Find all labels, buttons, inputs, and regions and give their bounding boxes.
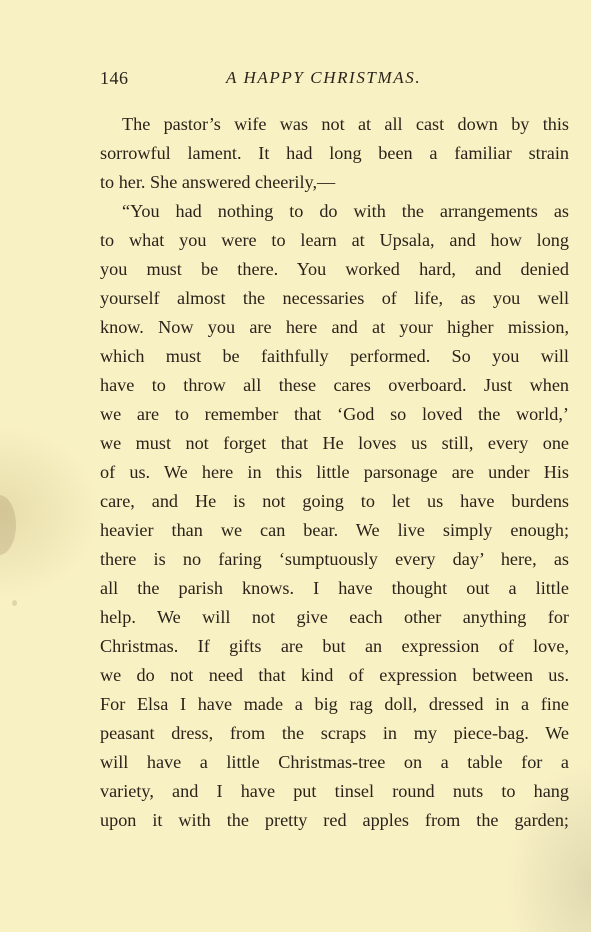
text-line: The pastor’s wife was not at all cast down by this <box>122 114 569 134</box>
text-line: have to throw all these cares overboard. Just when <box>100 375 569 395</box>
text-line: to her. She answered cheerily,— <box>100 172 336 192</box>
text-line: For Elsa I have made a big rag doll, dressed in a fine <box>100 694 569 714</box>
text-line: peasant dress, from the scraps in my piece-bag. We <box>100 723 569 743</box>
text-line: care, and He is not going to let us have burdens <box>100 491 569 511</box>
text-line: heavier than we can bear. We live simply enough; <box>100 520 569 540</box>
text-line: there is no faring ‘sumptuously every day’ here, as <box>100 549 569 569</box>
text-line: all the parish knows. I have thought out a little <box>100 578 569 598</box>
text-line: help. We will not give each other anything for <box>100 607 569 627</box>
paper-stain <box>0 495 16 555</box>
page-header <box>100 68 470 94</box>
text-line: we are to remember that ‘God so loved the world,’ <box>100 404 569 424</box>
text-line: of us. We here in this little parsonage are under His <box>100 462 569 482</box>
running-title: A HAPPY CHRISTMAS. <box>226 68 422 87</box>
page-number: 146 <box>100 68 129 88</box>
text-line: yourself almost the necessaries of life, as you well <box>100 288 569 308</box>
text-line: variety, and I have put tinsel round nuts to hang <box>100 781 569 801</box>
text-line: upon it with the pretty red apples from the garden; <box>100 810 569 830</box>
paper-stain <box>12 600 17 606</box>
text-line: Christmas. If gifts are but an expression of love, <box>100 636 569 656</box>
text-line: to what you were to learn at Upsala, and how long <box>100 230 569 250</box>
text-line: we do not need that kind of expression between us. <box>100 665 569 685</box>
text-line: you must be there. You worked hard, and denied <box>100 259 569 279</box>
text-line: “You had nothing to do with the arrangements as <box>122 201 569 221</box>
body-text <box>100 110 569 835</box>
text-line: know. Now you are here and at your higher mission, <box>100 317 569 337</box>
text-line: which must be faithfully performed. So you will <box>100 346 569 366</box>
text-line: sorrowful lament. It had long been a familiar strain <box>100 143 569 163</box>
text-line: will have a little Christmas-tree on a table for a <box>100 752 569 772</box>
text-line: we must not forget that He loves us still, every one <box>100 433 569 453</box>
